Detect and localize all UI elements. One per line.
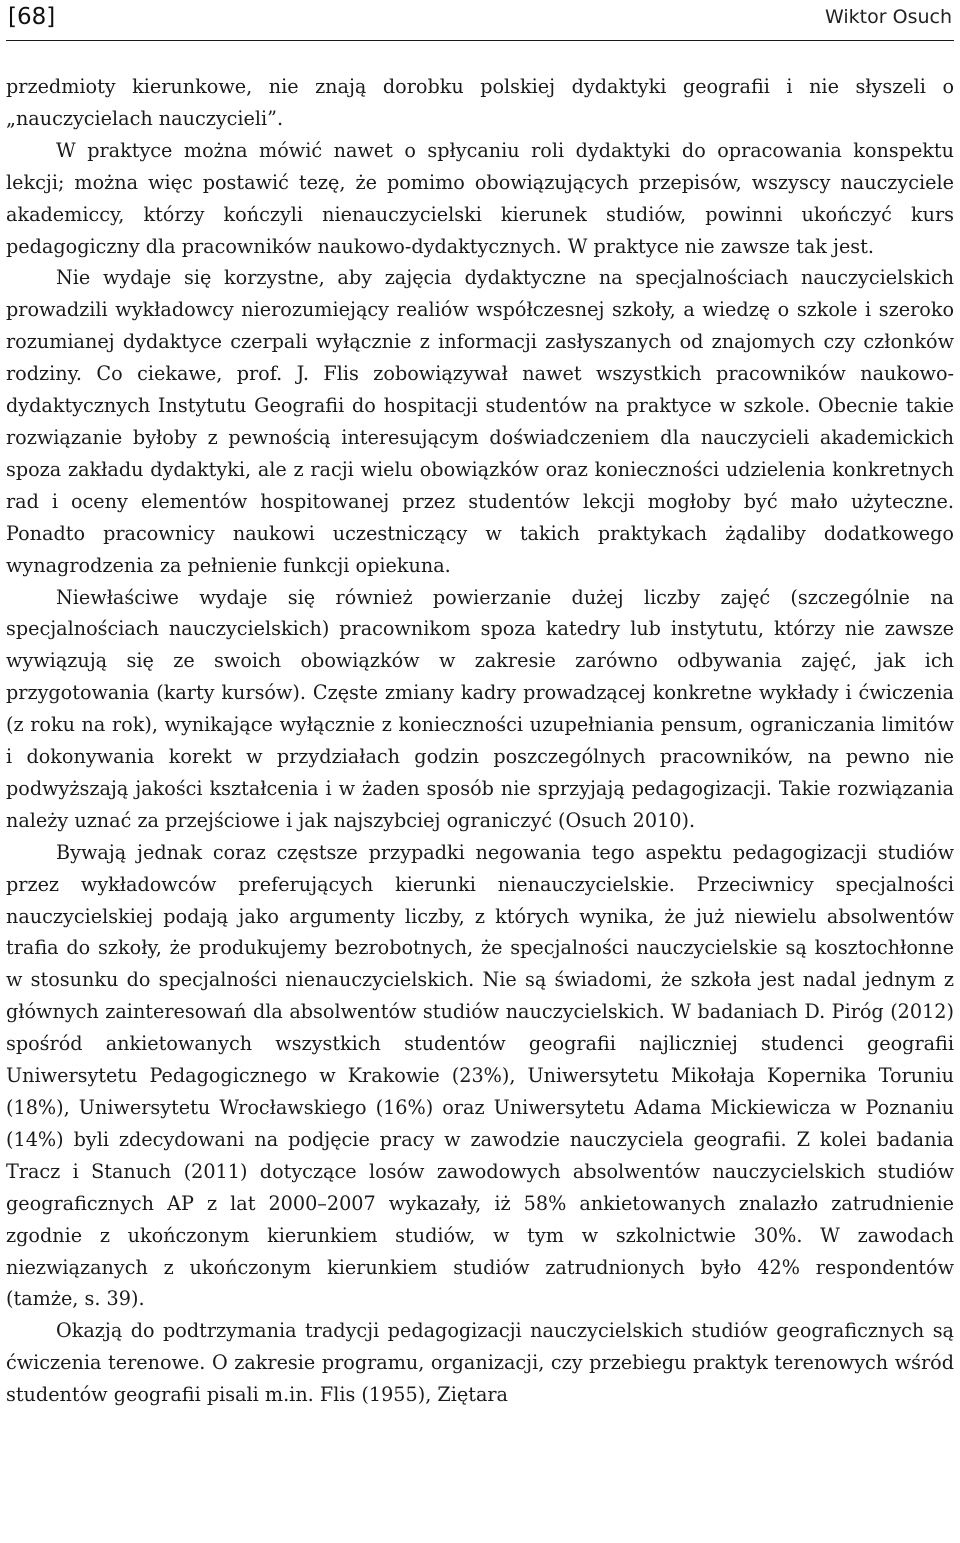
paragraph: Bywają jednak coraz częstsze przypadki negowania tego aspektu pedagogizacji studiów przez wykładowców preferujących kierunki nienauczycielskie. Przeciwnicy specjalności nauczycielskiej podają jako argumenty liczby, z których wynika, że już niewielu absolwentów trafia do szkoły, że produkujemy bezrobotnych, że specjalności nauczycielskie są kosztochłonne w stosunku do specjalności nienauczycielskich. Nie są świadomi, że szkoła jest nadal jednym z głównych zainteresowań dla absolwentów studiów nauczycielskich. W badaniach D. Piróg (2012) spośród ankietowanych wszystkich studentów geografii najliczniej studenci geografii Uniwersytetu Pedagogicznego w Krakowie (23%), Uniwersytetu Mikołaja Kopernika Toruniu (18%), Uniwersytetu Wrocławskiego (16%) oraz Uniwersytetu Adama Mickiewicza w Poznaniu (14%) byli zdecydowani na podjęcie pracy w zawodzie nauczyciela geografii. Z kolei badania Tracz i Stanuch (2011) dotyczące losów zawodowych absolwentów nauczycielskich studiów geograficznych AP z lat 2000–2007 wykazały, iż 58% ankietowanych znalazło zatrudnienie zgodnie z ukończonym kierunkiem studiów, w tym w szkolnictwie 30%. W zawodach niezwiązanych z ukończonym kierunkiem studiów zatrudnionych było 42% respondentów (tamże, s. 39). xyxy=(6,840,954,1311)
page-header xyxy=(6,0,954,41)
paragraph: W praktyce można mówić nawet o spłycaniu roli dydaktyki do opracowania konspektu lekcji; można więc postawić tezę, że pomimo obowiązujących przepisów, wszyscy nauczyciele akademiccy, którzy kończyli nienauczycielski kierunek studiów, powinni ukończyć kurs pedagogiczny dla pracowników naukowo-dydaktycznych. W praktyce nie zawsze tak jest. xyxy=(6,138,954,258)
page-number: [68] xyxy=(8,4,56,30)
paragraph: przedmioty kierunkowe, nie znają dorobku polskiej dydaktyki geografii i nie słyszeli o „nauczycielach nauczycieli”. xyxy=(6,75,954,130)
paragraph: Nie wydaje się korzystne, aby zajęcia dydaktyczne na specjalnościach nauczycielskich prowadzili wykładowcy nierozumiejący realiów współczesnej szkoły, a wiedzę o szkole i szeroko rozumianej dydaktyce czerpali wyłącznie z informacji zasłyszanych od znajomych czy członków rodziny. Co ciekawe, prof. J. Flis zobowiązywał nawet wszystkich pracowników naukowo-dydaktycznych Instytutu Geografii do hospitacji studentów na praktyce w szkole. Obecnie takie rozwiązanie byłoby z pewnością interesującym doświadczeniem dla nauczycieli akademickich spoza zakładu dydaktyki, ale z racji wielu obowiązków oraz konieczności udzielenia konkretnych rad i oceny elementów hospitowanej przez studentów lekcji mogłoby być mało użyteczne. Ponadto pracownicy naukowi uczestniczący w takich praktykach żądaliby dodatkowego wynagrodzenia za pełnienie funkcji opiekuna. xyxy=(6,266,954,577)
body-text xyxy=(6,41,954,1411)
paragraph: Niewłaściwe wydaje się również powierzanie dużej liczby zajęć (szczególnie na specjalnościach nauczycielskich) pracownikom spoza katedry lub instytutu, którzy nie zawsze wywiązują się ze swoich obowiązków w zakresie zarówno odbywania zajęć, jak ich przygotowania (karty kursów). Częste zmiany kadry prowadzącej konkretne wykłady i ćwiczenia (z roku na rok), wynikające wyłącznie z konieczności uzupełniania pensum, ograniczania limitów i dokonywania korekt w przydziałach godzin poszczególnych pracowników, na pewno nie podwyższają jakości kształcenia i w żaden sposób nie sprzyjają pedagogizacji. Takie rozwiązania należy uznać za przejściowe i jak najszybciej ograniczyć (Osuch 2010). xyxy=(6,585,954,832)
running-head-author: Wiktor Osuch xyxy=(825,6,952,28)
paragraph: Okazją do podtrzymania tradycji pedagogizacji nauczycielskich studiów geograficznych są ćwiczenia terenowe. O zakresie programu, organizacji, czy przebiegu praktyk terenowych wśród studentów geografii pisali m.in. Flis (1955), Ziętara xyxy=(6,1319,954,1407)
